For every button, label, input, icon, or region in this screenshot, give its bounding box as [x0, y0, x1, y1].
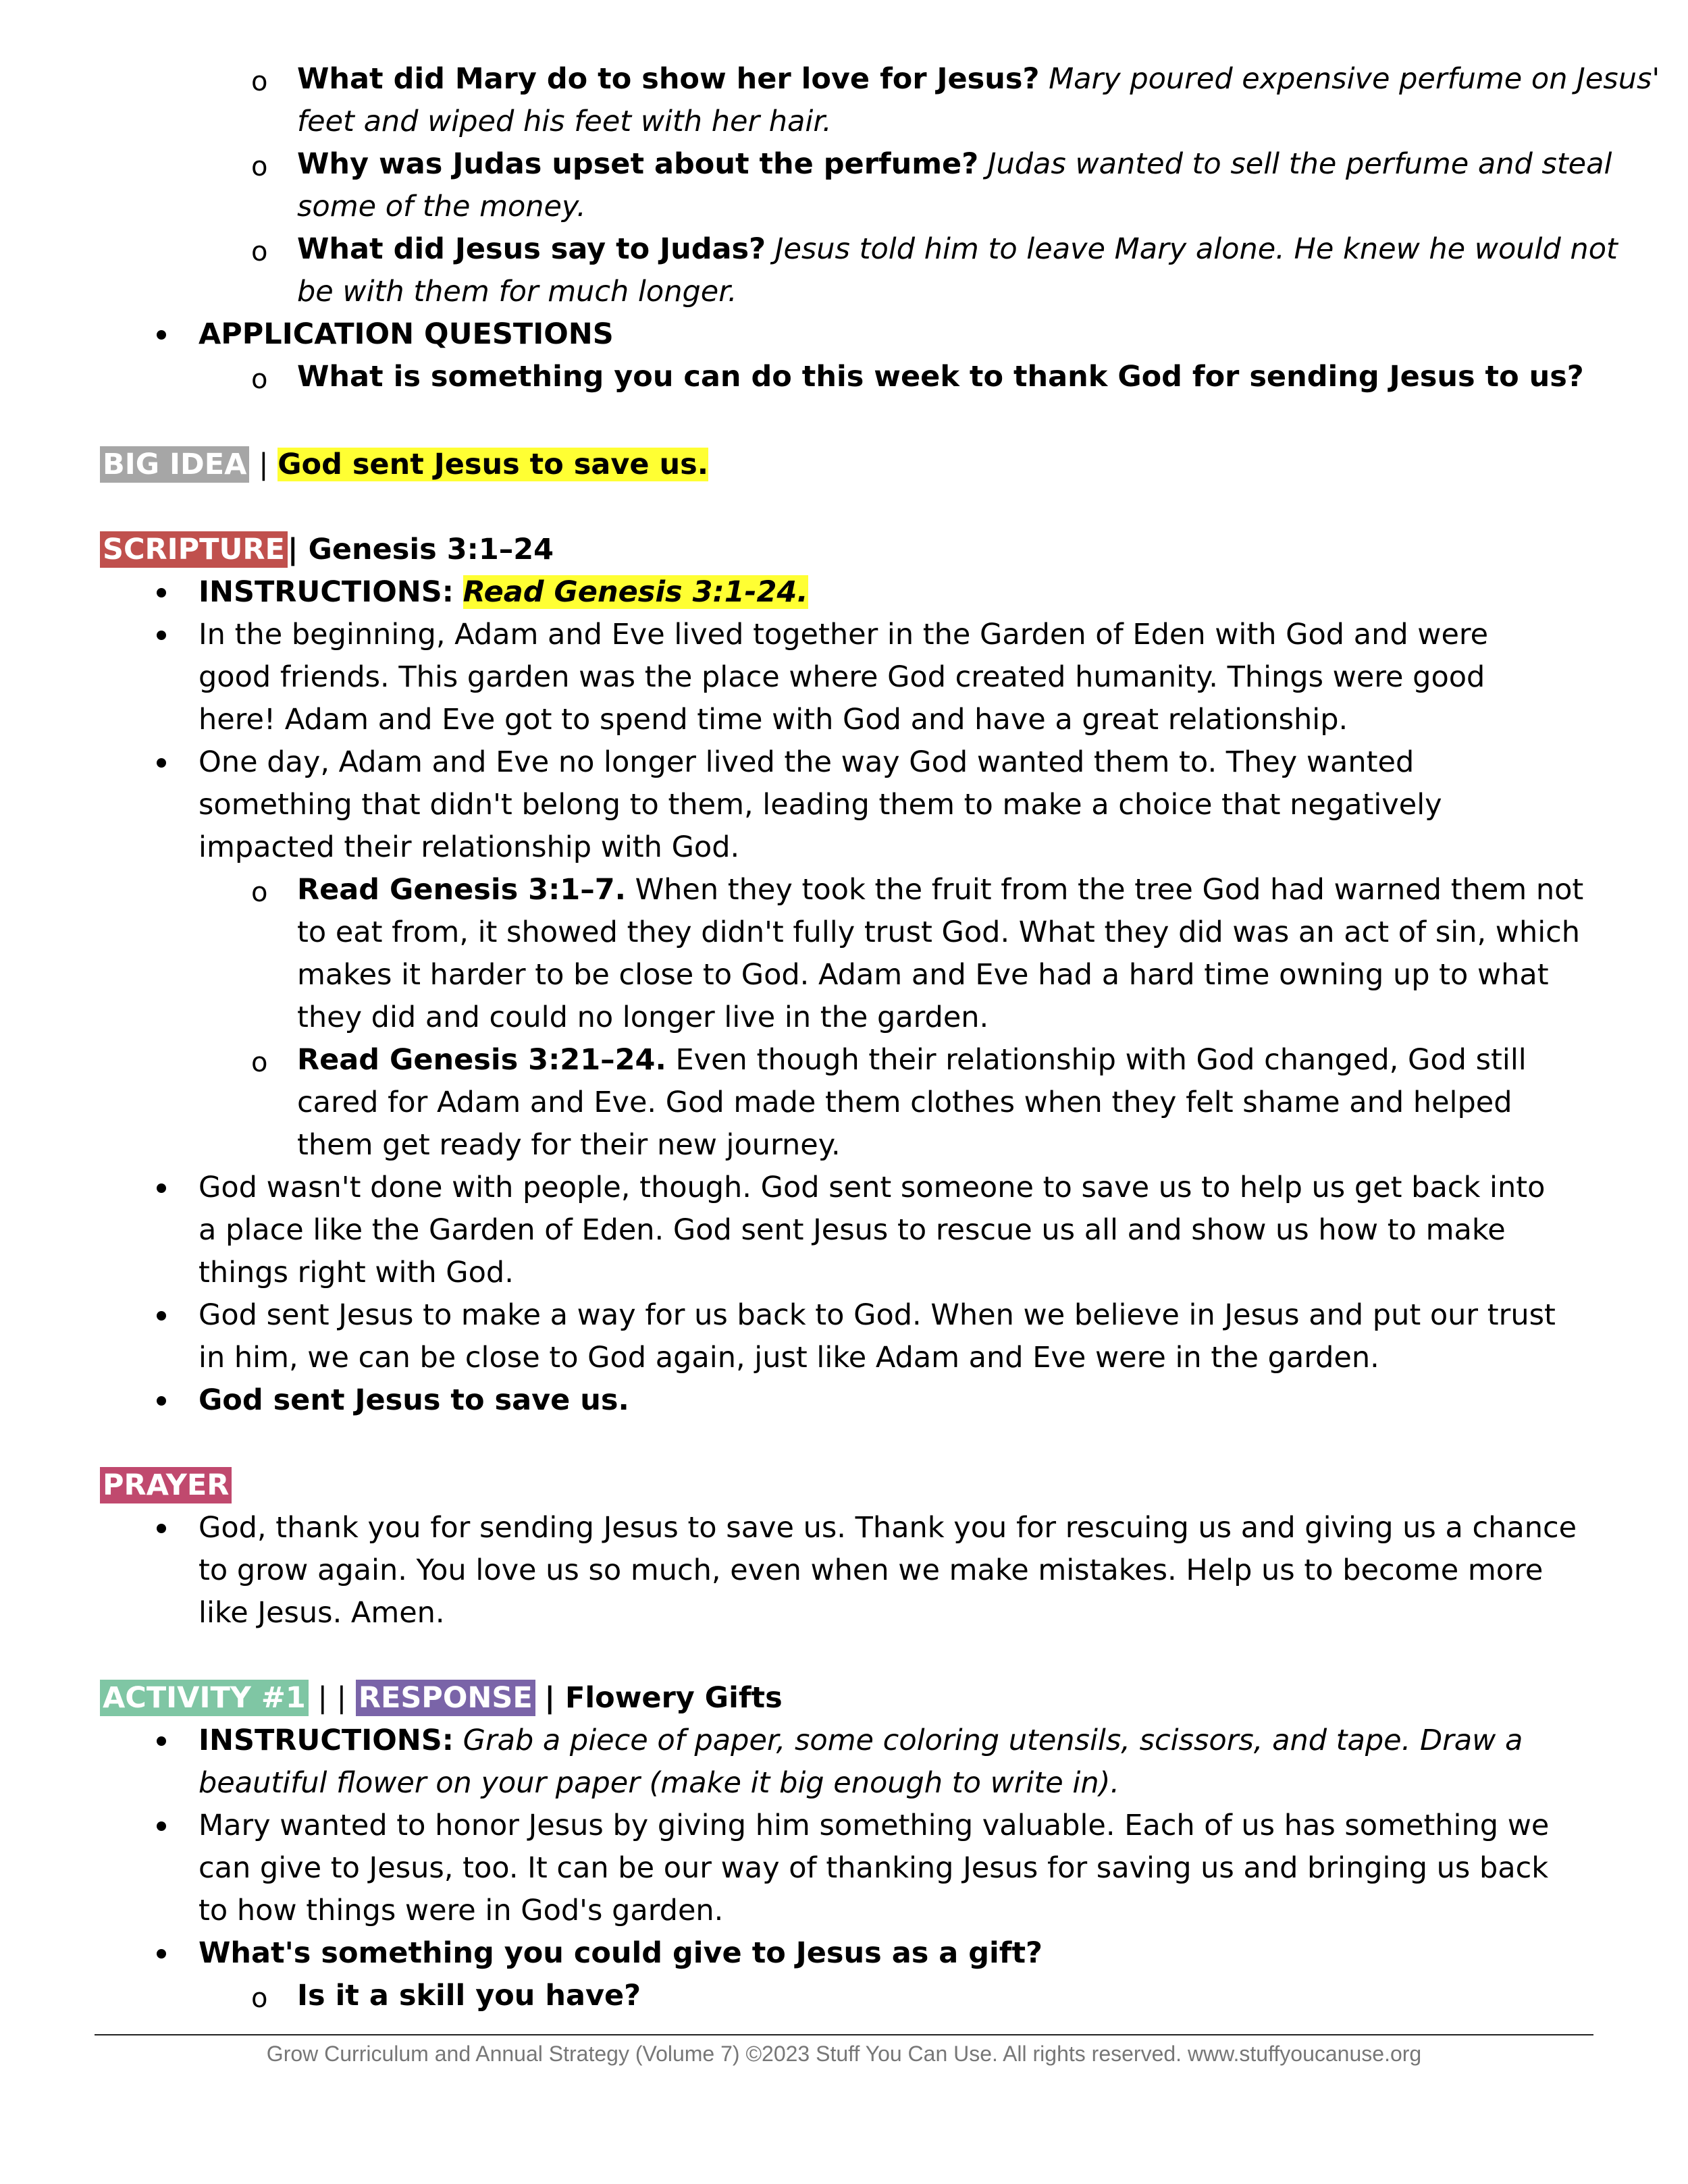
application-heading: APPLICATION QUESTIONS [199, 317, 614, 351]
paragraph-line: can give to Jesus, too. It can be our way of thanking Jesus for saving us and bringing us back [199, 1851, 1549, 1885]
paragraph-line: God sent Jesus to make a way for us back to God. When we believe in Jesus and put our trust [199, 1298, 1556, 1332]
response-tag: RESPONSE [356, 1680, 535, 1716]
prayer-line: to grow again. You love us so much, even when we make mistakes. Help us to become more [199, 1553, 1544, 1587]
sub-paragraph-line: to eat from, it showed they didn't fully trust God. What they did was an act of sin, which [297, 915, 1581, 949]
answer-text: Jesus told him to leave Mary alone. He knew he would not [774, 232, 1618, 266]
reading-text: Even though their relationship with God changed, God still [666, 1043, 1527, 1077]
instructions-label: INSTRUCTIONS: [199, 1724, 454, 1757]
reading-label: Read Genesis 3:21–24. [297, 1043, 666, 1077]
activity-sub-question: Is it a skill you have? [297, 1979, 641, 2013]
paragraph-line: to how things were in God's garden. [199, 1894, 724, 1927]
bullet [157, 1183, 166, 1193]
sub-bullet: o [251, 364, 268, 395]
sub-paragraph-line [297, 1039, 1527, 1082]
footer-divider [95, 2034, 1593, 2035]
paragraph-line: here! Adam and Eve got to spend time with God and have a great relationship. [199, 703, 1348, 737]
sub-paragraph-line: makes it harder to be close to God. Adam and Eve had a hard time owning up to what [297, 958, 1549, 992]
separator: | | [317, 1681, 347, 1715]
big-idea-text: God sent Jesus to save us. [278, 448, 709, 481]
instructions-text: Grab a piece of paper, some coloring utensils, scissors, and tape. Draw a [453, 1724, 1523, 1757]
instructions-line: beautiful flower on your paper (make it big enough to write in). [199, 1766, 1120, 1800]
answer-text: Mary poured expensive perfume on Jesus' [1049, 62, 1660, 96]
activity-question: What's something you could give to Jesus as a gift? [199, 1936, 1043, 1970]
bullet [157, 1736, 166, 1746]
big-idea-heading [100, 444, 708, 486]
paragraph-line: impacted their relationship with God. [199, 830, 740, 864]
paragraph-line: something that didn't belong to them, leading them to make a choice that negatively [199, 788, 1442, 822]
bullet [157, 1949, 166, 1959]
bullet [157, 1821, 166, 1831]
prayer-line: like Jesus. Amen. [199, 1596, 445, 1630]
scripture-heading [100, 529, 554, 571]
question-text: Why was Judas upset about the perfume? [297, 147, 979, 181]
paragraph-line: good friends. This garden was the place where God created humanity. Things were good [199, 660, 1485, 694]
separator: | [259, 448, 269, 481]
bullet [157, 1524, 166, 1533]
paragraph-line: One day, Adam and Eve no longer lived the way God wanted them to. They wanted [199, 745, 1415, 779]
bullet [157, 330, 166, 340]
application-question: What is something you can do this week to thank God for sending Jesus to us? [297, 360, 1584, 394]
paragraph-line: In the beginning, Adam and Eve lived together in the Garden of Eden with God and were [199, 618, 1489, 651]
sub-bullet: o [251, 1047, 268, 1078]
instructions-label: INSTRUCTIONS: [199, 575, 454, 609]
instructions-text: Read Genesis 3:1-24. [463, 575, 808, 609]
paragraph-line: in him, we can be close to God again, just like Adam and Eve were in the garden. [199, 1341, 1379, 1375]
answer-line: be with them for much longer. [297, 275, 737, 309]
instructions-line [199, 571, 808, 614]
scripture-tag: SCRIPTURE [100, 531, 288, 568]
bullet [157, 588, 166, 597]
sub-bullet: o [251, 151, 268, 182]
instructions-line [199, 1720, 1523, 1762]
prayer-heading [100, 1464, 232, 1507]
answer-line: some of the money. [297, 190, 586, 223]
paragraph-line: Mary wanted to honor Jesus by giving him something valuable. Each of us has something we [199, 1809, 1550, 1842]
question-line [297, 58, 1660, 101]
paragraph-line: God wasn't done with people, though. God sent someone to save us to help us get back into [199, 1171, 1546, 1204]
bullet [157, 631, 166, 640]
scripture-reference: | Genesis 3:1–24 [287, 533, 554, 566]
paragraph-line: things right with God. [199, 1256, 514, 1289]
answer-text: Judas wanted to sell the perfume and steal [987, 147, 1612, 181]
reading-text: When they took the fruit from the tree God had warned them not [625, 873, 1584, 907]
paragraph-line: a place like the Garden of Eden. God sent Jesus to rescue us all and show us how to make [199, 1213, 1506, 1247]
activity-heading [100, 1677, 783, 1720]
prayer-line: God, thank you for sending Jesus to save us. Thank you for rescuing us and giving us a chance [199, 1511, 1577, 1545]
prayer-tag: PRAYER [100, 1467, 232, 1503]
answer-line: feet and wiped his feet with her hair. [297, 105, 832, 138]
reading-label: Read Genesis 3:1–7. [297, 873, 626, 907]
bullet [157, 1311, 166, 1321]
sub-paragraph-line [297, 869, 1583, 911]
bullet [157, 1396, 166, 1406]
question-text: What did Jesus say to Judas? [297, 232, 766, 266]
big-idea-tag: BIG IDEA [100, 446, 249, 483]
activity-tag: ACTIVITY #1 [100, 1680, 309, 1716]
question-line [297, 143, 1612, 186]
sub-bullet: o [251, 877, 268, 908]
sub-bullet: o [251, 236, 268, 267]
bullet [157, 758, 166, 768]
sub-paragraph-line: they did and could no longer live in the garden. [297, 1001, 989, 1034]
sub-bullet: o [251, 1983, 268, 2014]
activity-title: | Flowery Gifts [544, 1681, 783, 1715]
footer-text: Grow Curriculum and Annual Strategy (Volume 7) ©2023 Stuff You Can Use. All rights reserved. www.stuffyoucanuse.org [266, 2042, 1422, 2066]
question-text: What did Mary do to show her love for Jesus? [297, 62, 1040, 96]
question-line [297, 228, 1618, 271]
sub-paragraph-line: cared for Adam and Eve. God made them clothes when they felt shame and helped [297, 1086, 1512, 1119]
sub-bullet: o [251, 66, 268, 97]
paragraph-line: God sent Jesus to save us. [199, 1383, 629, 1417]
sub-paragraph-line: them get ready for their new journey. [297, 1128, 841, 1162]
